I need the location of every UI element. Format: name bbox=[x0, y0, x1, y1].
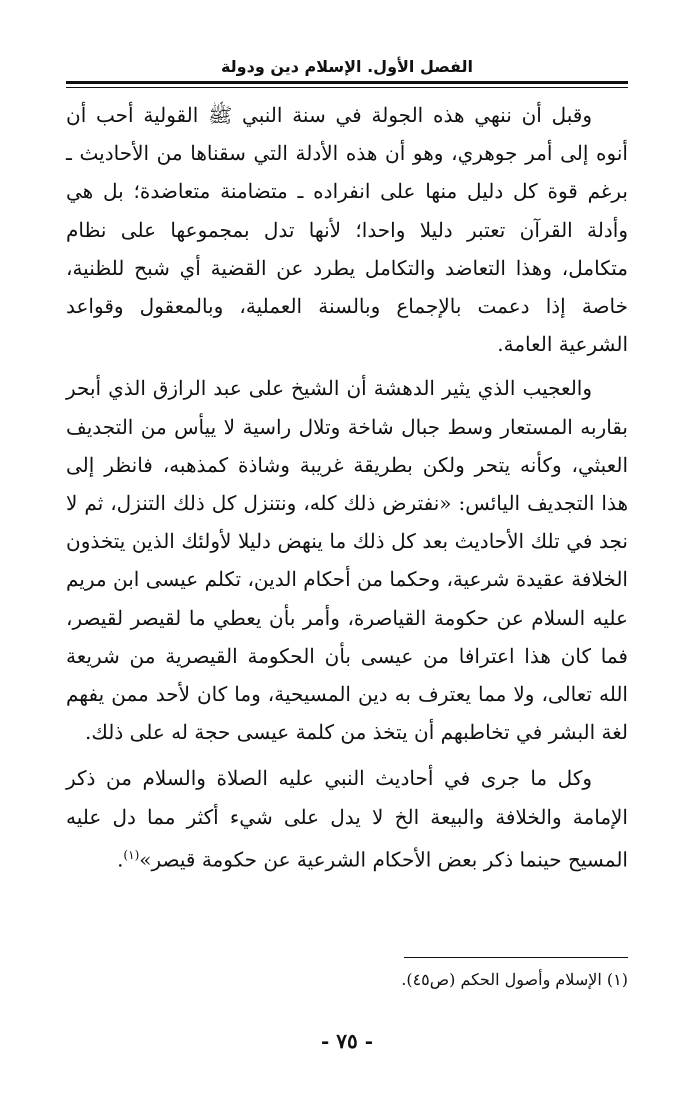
paragraph-2: والعجيب الذي يثير الدهشة أن الشيخ على عبد الرازق الذي أبحر بقاربه المستعار وسط جبال شاخة وتلال راسية لا ييأس من التجديف العبثي، وكأنه يتحر ولكن بطريقة غريبة وشاذة كمذهبه، فانظر إلى هذا التجديف اليائس: «نفترض ذلك كله، ونتنزل كل ذلك التنزل، ثم لا نجد في تلك الأحاديث بعد كل ذلك ما ينهض دليلا لأولئك الذين يتخذون الخلافة عقيدة شرعية، وحكما من أحكام الدين، تكلم عيسى ابن مريم عليه السلام عن حكومة القياصرة، وأمر بأن يعطي ما لقيصر لقيصر، فما كان هذا اعترافا من عيسى بأن الحكومة القيصرية من شريعة الله تعالى، ولا مما يعترف به دين المسيحية، وما كان لأحد ممن يفهم لغة البشر في تخاطبهم أن يتخذ من كلمة عيسى حجة له على ذلك. bbox=[66, 376, 628, 745]
footnote-rule bbox=[404, 957, 628, 958]
paragraph-3-text: وكل ما جرى في أحاديث النبي عليه الصلاة والسلام من ذكر الإمامة والخلافة والبيعة الخ لا يدل على شيء أكثر مما دل عليه المسيح حينما ذكر بعض الأحكام الشرعية عن حكومة قيصر» bbox=[66, 766, 628, 872]
running-header: الفصل الأول. الإسلام دين ودولة bbox=[220, 57, 474, 76]
body-text bbox=[66, 96, 628, 879]
footnote: (١) الإسلام وأصول الحكم (ص٤٥). bbox=[401, 970, 628, 989]
paragraph-3: وكل ما جرى في أحاديث النبي عليه الصلاة والسلام من ذكر الإمامة والخلافة والبيعة الخ لا يدل على شيء أكثر مما دل عليه المسيح حينما ذكر بعض الأحكام الشرعية عن حكومة قيصر»$^{(١)}$. bbox=[66, 766, 628, 872]
header-rule-thin bbox=[66, 87, 628, 88]
footnote-marker: (١) bbox=[123, 847, 140, 862]
header-rule-thick bbox=[66, 81, 628, 84]
paragraph-1: وقبل أن ننهي هذه الجولة في سنة النبي ﷺ القولية أحب أن أنوه إلى أمر جوهري، وهو أن هذه الأدلة التي سقناها من الأحاديث ـ برغم قوة كل دليل منها على انفراده ـ متضامنة متعاضدة؛ بل هي وأدلة القرآن تعتبر دليلا واحدا؛ لأنها تدل بمجموعها على نظام متكامل، وهذا التعاضد والتكامل يطرد عن القضية أي شبح للظنية، خاصة إذا دعمت بالإجماع وبالسنة العملية، وبالمعقول وقواعد الشرعية العامة. bbox=[66, 103, 628, 357]
page-number: - ٧٥ - bbox=[320, 1029, 373, 1053]
